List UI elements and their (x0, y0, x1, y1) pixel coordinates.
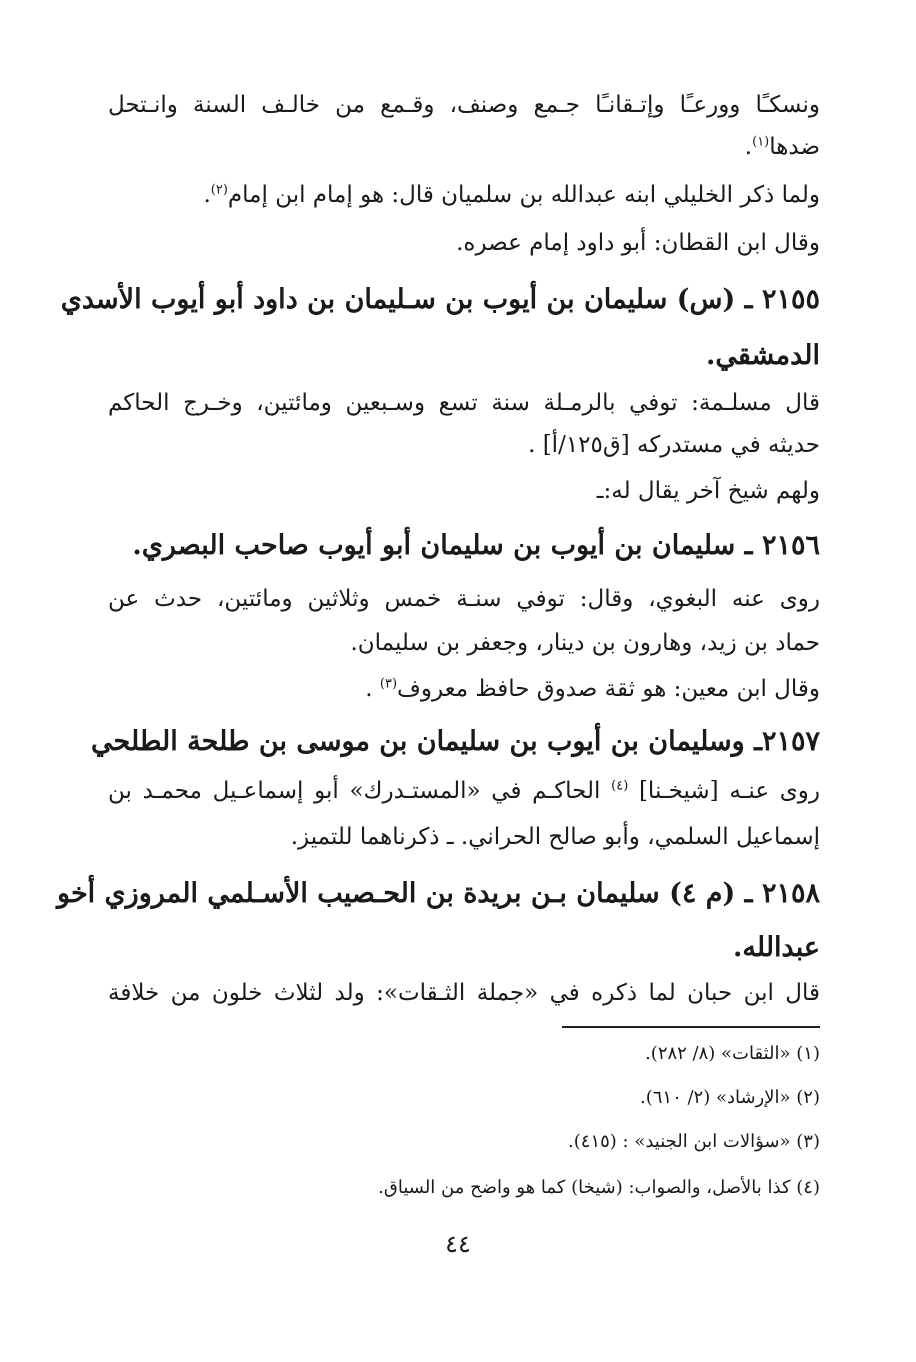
line-text-tail: الحاكـم في «المستـدرك» أبو إسماعـيل محمـد بن (108, 778, 612, 804)
body-line (108, 130, 820, 164)
line-text: روى عنـه [شيخـنا] (628, 778, 821, 804)
entry-heading-line (60, 280, 820, 320)
body-line (108, 976, 820, 1010)
footnote-number: (٢) (796, 1087, 820, 1108)
line-text: ولما ذكر الخليلي ابنه عبدالله بن سلميان قال: هو إمام ابن إمام (227, 182, 820, 208)
footnote-number: (٤) (796, 1177, 820, 1198)
line-text: قال ابن حبان لما ذكره في «جملة الثـقات»: ولد لثلاث خلون من خلافة (108, 980, 820, 1006)
footnote-separator (562, 1026, 820, 1028)
entry-heading-line (57, 874, 820, 914)
line-text: ضدها (769, 134, 820, 160)
line-text: الدمشقي. (705, 340, 820, 371)
line-text: قال مسلـمة: توفي بالرمـلة سنة تسع وسـبعين ومائتين، وخـرج الحاكم (108, 390, 820, 416)
page-number: ٤٤ (445, 1230, 471, 1258)
footnote-text: «سؤالات ابن الجنيد» : (٤١٥). (568, 1131, 791, 1152)
line-text: ٢١٥٧ـ وسليمان بن أيوب بن سليمان بن موسى بن طلحة الطلحي (91, 726, 820, 757)
body-line (108, 178, 820, 212)
line-text: ٢١٥٦ ـ سليمان بن أيوب بن سليمان أبو أيوب صاحب البصري. (132, 530, 820, 561)
line-text: ونسكـًا وورعـًا وإتـقانـًا جـمع وصنف، وقـمع من خالـف السنة وانـتحل (108, 92, 820, 118)
body-line (108, 582, 820, 616)
footnote-marker: (٤) (611, 778, 629, 794)
line-text: روى عنه البغوي، وقال: توفي سنـة خمس وثلاثين ومائتين، حدث عن (108, 586, 820, 612)
line-text-tail: . (365, 676, 380, 702)
footnote (108, 1174, 820, 1202)
line-text: ٢١٥٨ ـ (م ٤) سليمان بـن بريدة بن الحـصيب الأسـلمي المروزي أخو (57, 878, 820, 909)
body-line (108, 820, 820, 854)
entry-heading-line (108, 526, 820, 566)
line-text-tail: . (744, 134, 753, 160)
footnote-text: «الإرشاد» (٢/ ٦١٠). (639, 1087, 791, 1108)
entry-heading-line (108, 336, 820, 376)
footnote-marker: (٢) (210, 182, 228, 198)
body-line (108, 474, 820, 508)
line-text: وقال ابن معين: هو ثقة صدوق حافظ معروف (397, 676, 820, 702)
footnote-marker: (١) (752, 134, 770, 150)
line-text: ولهم شيخ آخر يقال له:ـ (596, 478, 820, 504)
entry-heading-line (108, 928, 820, 968)
body-line (108, 672, 820, 706)
entry-heading-line (91, 722, 820, 762)
line-text: عبدالله. (733, 932, 820, 963)
footnote (108, 1084, 820, 1112)
body-line (108, 88, 820, 122)
body-line (108, 226, 820, 260)
footnote-number: (١) (796, 1043, 820, 1064)
line-text: وقال ابن القطان: أبو داود إمام عصره. (456, 230, 820, 256)
footnote-number: (٣) (796, 1131, 820, 1152)
body-line (108, 626, 820, 660)
footnote (108, 1040, 820, 1068)
body-line (108, 386, 820, 420)
footnote-text: كذا بالأصل، والصواب: (شيخا) كما هو واضح من السياق. (378, 1177, 791, 1198)
line-text: حديثه في مستدركه [ق١٢٥/أ] . (528, 432, 820, 458)
footnote-marker: (٣) (379, 676, 398, 692)
line-text: إسماعيل السلمي، وأبو صالح الحراني. ـ ذكرناهما للتميز. (290, 824, 820, 850)
footnote-text: «الثقات» (٨/ ٢٨٢). (645, 1043, 791, 1064)
line-text: حماد بن زيد، وهارون بن دينار، وجعفر بن سليمان. (350, 630, 820, 656)
body-line (108, 428, 820, 462)
body-line (108, 774, 820, 808)
line-text-tail: . (203, 182, 211, 208)
footnote (108, 1128, 820, 1156)
line-text: ٢١٥٥ ـ (س) سليمان بن أيوب بن سـليمان بن داود أبو أيوب الأسدي (60, 284, 820, 315)
